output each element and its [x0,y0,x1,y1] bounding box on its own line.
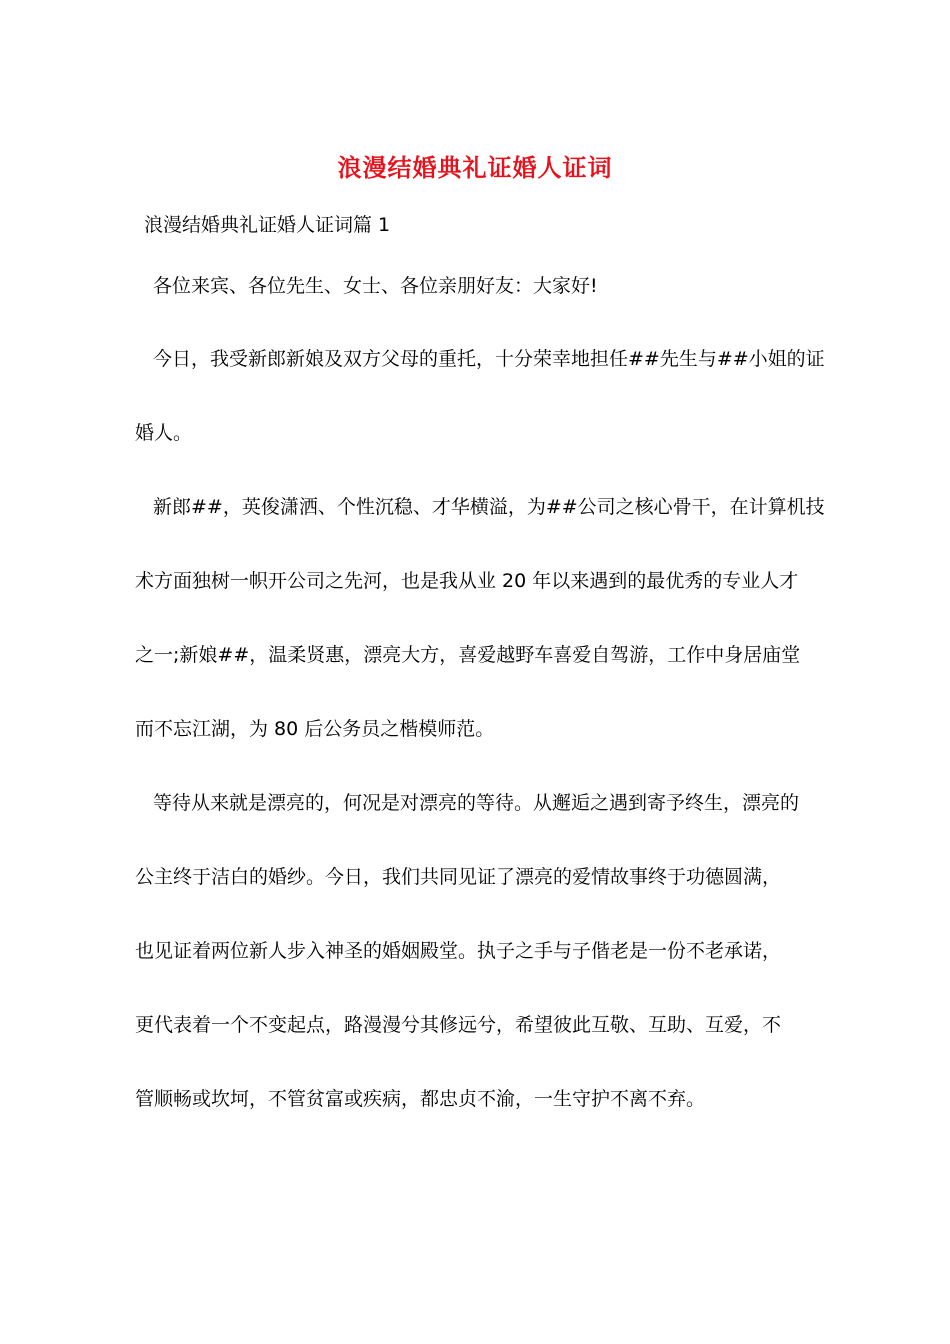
text-line: 管顺畅或坎坷，不管贫富或疾病，都忠贞不渝，一生守护不离不弃。 [135,1088,706,1110]
text-line: 也见证着两位新人步入神圣的婚姻殿堂。执子之手与子偕老是一份不老承诺， [135,940,782,962]
document-title: 浪漫结婚典礼证婚人证词 [337,153,613,182]
text-line: 婚人。 [135,422,193,444]
text-line: 之一;新娘##，温柔贤惠，漂亮大方，喜爱越野车喜爱自驾游，工作中身居庙堂 [135,644,801,666]
paragraph-blessing [135,766,816,1136]
text-line: 公主终于洁白的婚纱。今日，我们共同见证了漂亮的爱情故事终于功德圆满， [135,866,782,888]
text-line: 新郎##，英俊潇洒、个性沉稳、才华横溢，为##公司之核心骨干，在计算机技 [153,496,825,518]
document-body [135,266,825,1136]
paragraph-couple [135,470,825,766]
document-subtitle: 浪漫结婚典礼证婚人证词篇 1 [144,214,391,236]
paragraph-greeting [144,266,816,306]
text-line: 而不忘江湖，为 80 后公务员之楷模师范。 [135,718,495,740]
text-line: 更代表着一个不变起点，路漫漫兮其修远兮，希望彼此互敬、互助、互爱，不 [135,1014,782,1036]
paragraph-introduction [135,322,825,470]
text-line: 等待从来就是漂亮的，何况是对漂亮的等待。从邂逅之遇到寄予终生，漂亮的 [153,792,800,814]
text-line: 术方面独树一帜开公司之先河，也是我从业 20 年以来遇到的最优秀的专业人才 [135,570,799,592]
text-line: 各位来宾、各位先生、女士、各位亲朋好友：大家好! [153,275,598,297]
text-line: 今日，我受新郎新娘及双方父母的重托，十分荣幸地担任##先生与##小姐的证 [153,348,825,370]
